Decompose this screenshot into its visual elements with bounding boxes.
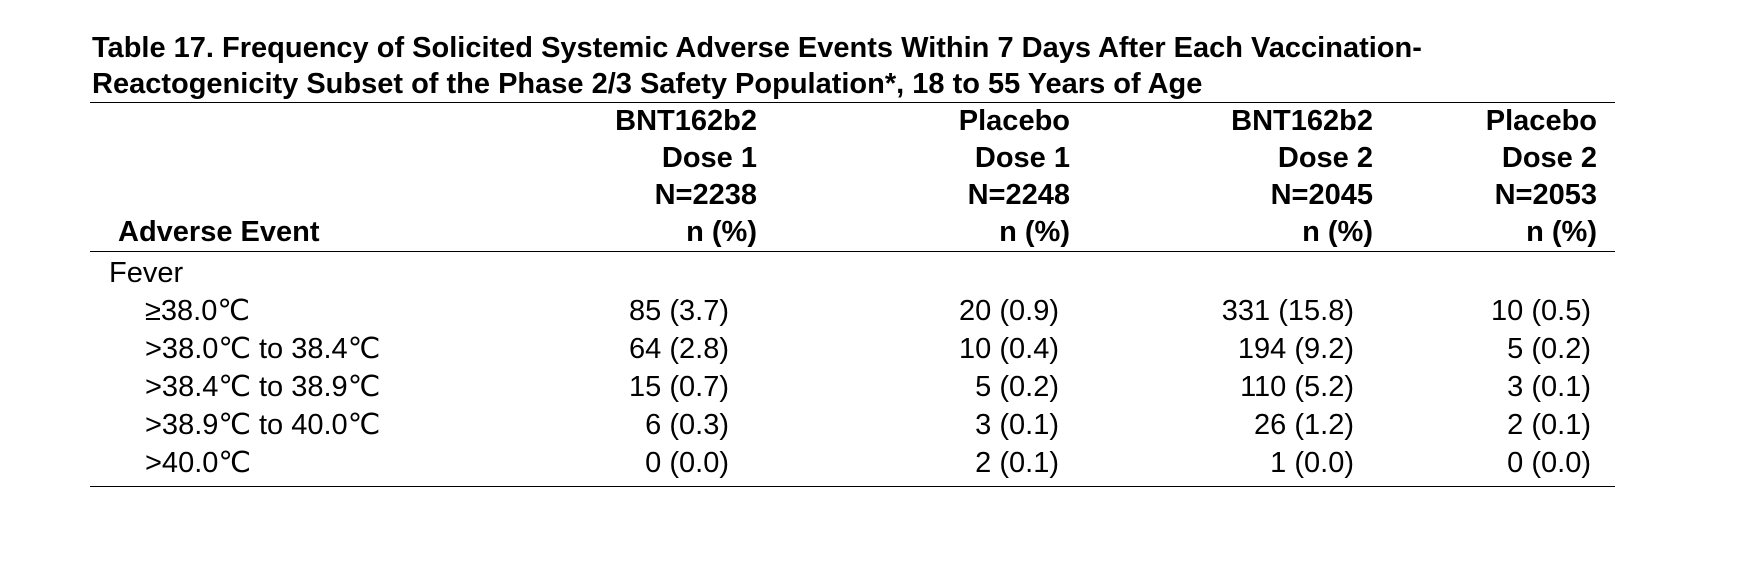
cell-value: 5 (0.2)	[975, 371, 1059, 403]
caption-line-2: Reactogenicity Subset of the Phase 2/3 Safety Population*, 18 to 55 Years of Age	[92, 68, 1203, 100]
table-header	[90, 103, 1615, 252]
cell-value: 2 (0.1)	[1507, 409, 1591, 441]
cell-value: 2 (0.1)	[975, 447, 1059, 479]
cell-value: 64 (2.8)	[629, 333, 729, 365]
cell-value: 110 (5.2)	[1240, 371, 1354, 403]
column-header-bnt-dose-2	[1088, 103, 1391, 252]
column-header-dose: Dose 2	[1501, 142, 1597, 174]
cell-value: 331 (15.8)	[1221, 295, 1354, 327]
column-header-placebo-dose-2	[1391, 103, 1615, 252]
column-header-dose: Dose 1	[974, 142, 1070, 174]
cell-value: 194 (9.2)	[1237, 333, 1354, 365]
cell-value: 26 (1.2)	[1254, 409, 1354, 441]
cell-value: 3 (0.1)	[1507, 371, 1591, 403]
column-header-product: BNT162b2	[615, 105, 757, 137]
column-header-placebo-dose-1	[775, 103, 1088, 252]
table-row	[90, 330, 1615, 368]
row-label: >40.0℃	[145, 447, 251, 479]
cell-value: 15 (0.7)	[629, 371, 729, 403]
column-header-product: BNT162b2	[1231, 105, 1373, 137]
cell-value: 5 (0.2)	[1507, 333, 1591, 365]
group-label: Fever	[109, 257, 184, 289]
table-row	[90, 406, 1615, 444]
column-header-n: N=2248	[967, 179, 1070, 211]
cell-value: 10 (0.5)	[1491, 295, 1591, 327]
column-header-bnt-dose-1	[462, 103, 775, 252]
column-header-n: N=2053	[1494, 179, 1597, 211]
table-row	[90, 444, 1615, 487]
column-header-stat: n (%)	[686, 216, 757, 248]
row-label: >38.9℃ to 40.0℃	[145, 409, 381, 441]
document	[90, 30, 1615, 487]
cell-value: 10 (0.4)	[959, 333, 1059, 365]
column-header-stat: n (%)	[1526, 216, 1597, 248]
cell-value: 0 (0.0)	[1507, 447, 1591, 479]
table-caption	[90, 30, 1615, 102]
column-header-n: N=2045	[1270, 179, 1373, 211]
cell-value: 6 (0.3)	[645, 409, 729, 441]
caption-line-1: Table 17. Frequency of Solicited Systemic Adverse Events Within 7 Days After Each Vaccination-	[92, 32, 1422, 64]
column-header-stat: n (%)	[999, 216, 1070, 248]
row-label: >38.0℃ to 38.4℃	[145, 333, 381, 365]
column-header-n: N=2238	[654, 179, 757, 211]
cell-value: 0 (0.0)	[645, 447, 729, 479]
row-label: >38.4℃ to 38.9℃	[145, 371, 381, 403]
group-row-fever	[90, 252, 1615, 293]
adverse-events-table	[90, 102, 1615, 487]
table-row	[90, 368, 1615, 406]
table-row	[90, 292, 1615, 330]
column-header-dose: Dose 1	[661, 142, 757, 174]
cell-value: 85 (3.7)	[629, 295, 729, 327]
cell-value: 1 (0.0)	[1270, 447, 1354, 479]
header-row	[90, 103, 1615, 252]
cell-value: 20 (0.9)	[959, 295, 1059, 327]
column-header-product: Placebo	[1485, 105, 1597, 137]
column-header-dose: Dose 2	[1277, 142, 1373, 174]
column-header-stat: n (%)	[1302, 216, 1373, 248]
cell-value: 3 (0.1)	[975, 409, 1059, 441]
row-label: ≥38.0℃	[145, 295, 250, 327]
column-header-product: Placebo	[958, 105, 1070, 137]
table-body	[90, 252, 1615, 487]
column-header-adverse-event: Adverse Event	[90, 103, 462, 252]
